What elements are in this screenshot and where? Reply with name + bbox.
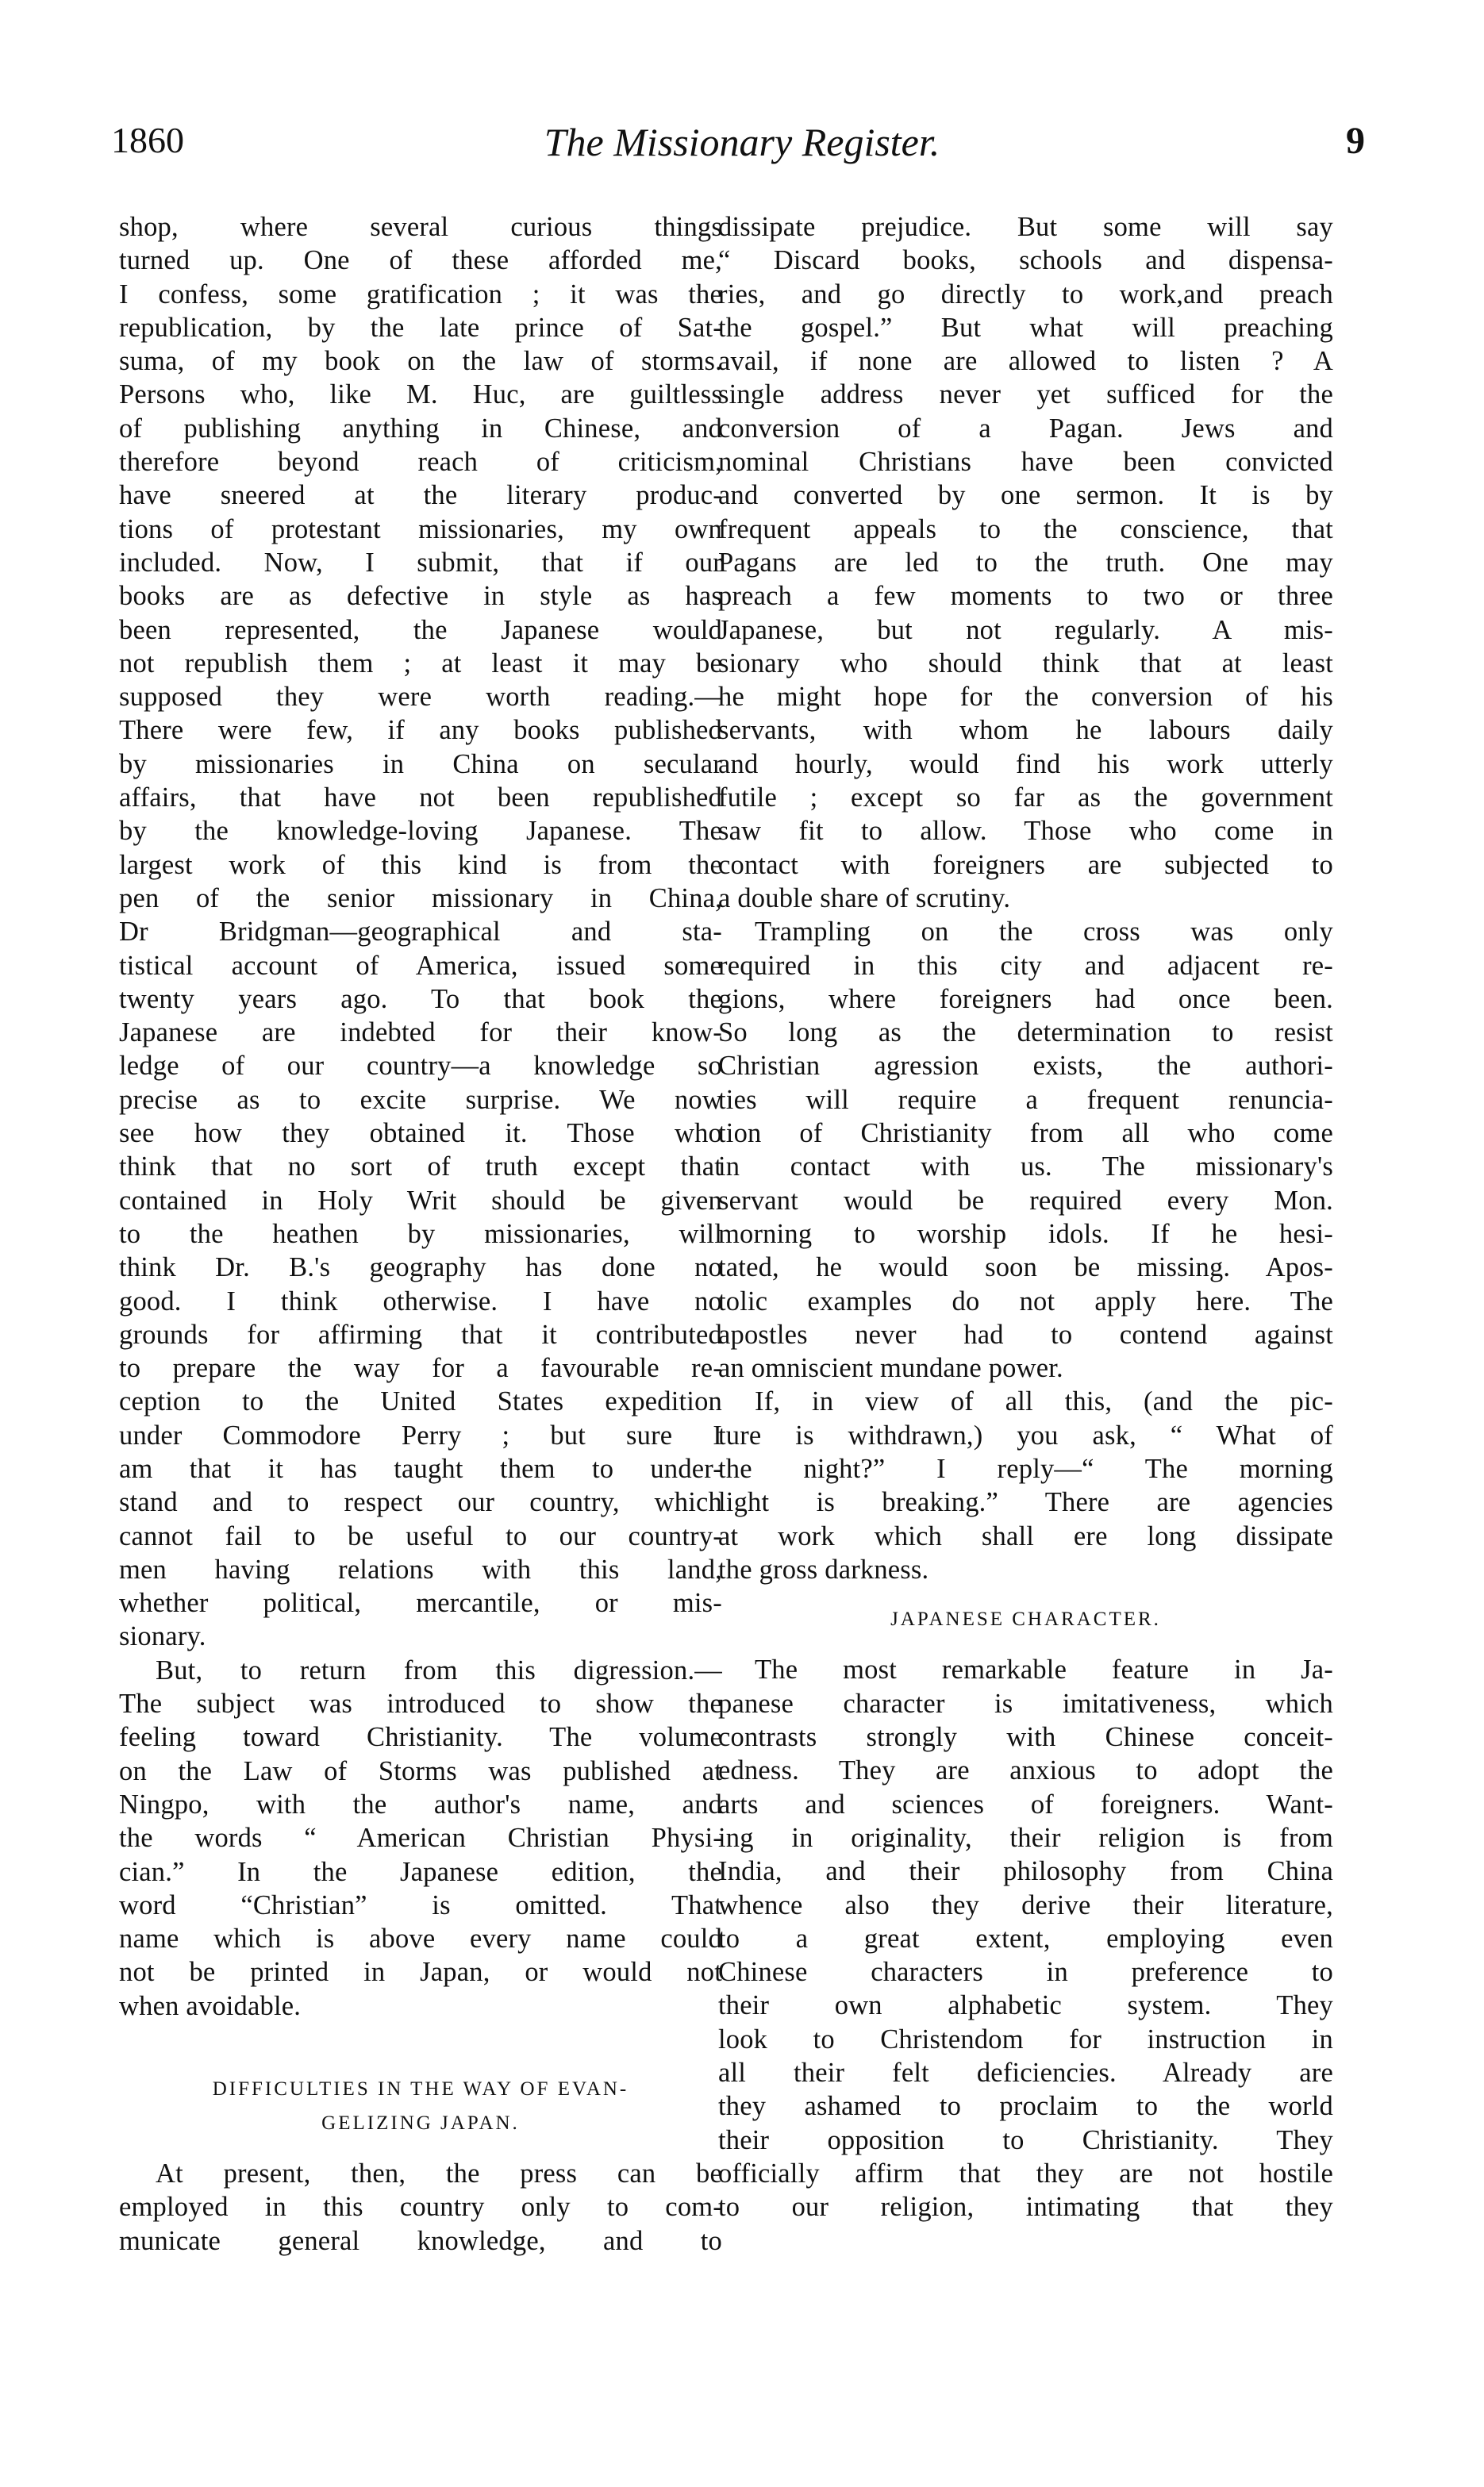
text-line: tistical account of America, issued some (119, 950, 722, 981)
text-line: gions, where foreigners had once been. (718, 983, 1333, 1014)
text-line: have sneered at the literary produc- (119, 480, 722, 511)
text-line: tions of protestant missionaries, my own (119, 513, 722, 544)
text-line: turned up. One of these afforded me, (119, 245, 722, 276)
text-line: preach a few moments to two or three (718, 581, 1333, 612)
text-line: panese character is imitativeness, which (718, 1688, 1333, 1719)
section-heading-difficulties-1: DIFFICULTIES IN THE WAY OF EVAN- (212, 2078, 629, 2101)
text-line: arts and sciences of foreigners. Want- (718, 1789, 1333, 1820)
text-line: frequent appeals to the conscience, that (718, 513, 1333, 544)
text-line: Japanese, but not regularly. A mis- (718, 614, 1333, 645)
text-line: ries, and go directly to work,and preach (718, 279, 1333, 309)
text-line: republication, by the late prince of Sat- (119, 312, 722, 343)
text-line: pen of the senior missionary in China, (119, 882, 722, 913)
text-line: whether political, mercantile, or mis- (119, 1588, 722, 1619)
text-line: nominal Christians have been convicted (718, 447, 1333, 478)
text-line: to our religion, intimating that they (718, 2192, 1333, 2223)
text-line: word “Christian” is omitted. That (119, 1889, 722, 1920)
text-line: think Dr. B.'s geography has done no (119, 1252, 722, 1283)
text-line: the gross darkness. (718, 1554, 929, 1585)
text-line: the words “ American Christian Physi- (119, 1823, 722, 1854)
text-line: ing in originality, their religion is from (718, 1822, 1333, 1853)
text-line: when avoidable. (119, 1990, 302, 2021)
text-line: Japanese are indebted for their know- (119, 1017, 722, 1048)
text-line: So long as the determination to resist (718, 1017, 1333, 1048)
right-column (718, 210, 1333, 2224)
text-line: on the Law of Storms was published at (119, 1755, 722, 1786)
text-line: India, and their philosophy from China (718, 1856, 1333, 1887)
text-line: feeling toward Christianity. The volume (119, 1722, 722, 1753)
text-line: under Commodore Perry ; but sure I (119, 1420, 722, 1451)
text-line: ties will require a frequent renuncia- (718, 1084, 1333, 1115)
text-line: dissipate prejudice. But some will say (718, 212, 1333, 242)
text-line: apostles never had to contend against (718, 1319, 1333, 1350)
text-line: at work which shall ere long dissipate (718, 1520, 1333, 1551)
text-line: men having relations with this land, (119, 1554, 722, 1585)
left-paragraph-1 (119, 210, 722, 1654)
running-header (87, 119, 1397, 183)
text-line: municate general knowledge, and to (119, 2225, 722, 2256)
text-line: and hourly, would find his work utterly (718, 748, 1333, 779)
text-line: all their felt deficiencies. Already are (718, 2058, 1333, 2089)
text-line: the gospel.” But what will preaching (718, 312, 1333, 343)
text-line: by missionaries in China on secular (119, 748, 722, 779)
text-line: Ningpo, with the author's name, and (119, 1789, 722, 1820)
text-line: Trampling on the cross was only (755, 917, 1333, 948)
text-line: whence also they derive their literature, (718, 1889, 1333, 1920)
text-line: Chinese characters in preference to (718, 1957, 1333, 1988)
text-line: cian.” In the Japanese edition, the (119, 1856, 722, 1887)
text-line: single address never yet sufficed for the (718, 379, 1333, 410)
text-line: he might hope for the conversion of his (718, 682, 1333, 713)
text-line: therefore beyond reach of criticism, (119, 447, 722, 478)
text-line: of publishing anything in Chinese, and (119, 413, 722, 444)
text-line: At present, then, the press can be (156, 2158, 722, 2189)
text-line: to a great extent, employing even (718, 1923, 1333, 1954)
left-column (119, 210, 722, 2258)
header-year: 1860 (111, 120, 184, 160)
text-line: included. Now, I submit, that if our (119, 547, 722, 578)
text-line: But, to return from this digression.— (156, 1655, 722, 1686)
text-line: tolic examples do not apply here. The (718, 1286, 1333, 1317)
text-line: morning to worship idols. If he hesi- (718, 1218, 1333, 1249)
text-line: am that it has taught them to under- (119, 1453, 722, 1484)
text-line: affairs, that have not been republished (119, 782, 722, 813)
text-line: stand and to respect our country, which (119, 1487, 722, 1518)
text-line: see how they obtained it. Those who (119, 1118, 722, 1149)
section-heading-difficulties-2: GELIZING JAPAN. (321, 2112, 520, 2134)
text-line: and converted by one sermon. It is by (718, 480, 1333, 511)
text-line: contact with foreigners are subjected to (718, 849, 1333, 880)
text-line: Christian agression exists, the authori- (718, 1051, 1333, 1082)
section-gap-half (718, 1586, 1333, 1603)
text-line: to prepare the way for a favourable re- (119, 1353, 722, 1384)
section-gap-half (718, 1636, 1333, 1653)
text-line: Pagans are led to the truth. One may (718, 547, 1333, 578)
text-line: servants, with whom he labours daily (718, 715, 1333, 746)
text-line: suma, of my book on the law of storms. (119, 346, 722, 377)
section-heading-japanese-character: JAPANESE CHARACTER. (890, 1609, 1161, 1631)
text-line: an omniscient mundane power. (718, 1353, 1063, 1384)
text-line: cannot fail to be useful to our country- (119, 1520, 722, 1551)
text-line: the night?” I reply—“ The morning (718, 1453, 1333, 1484)
text-line: a double share of scrutiny. (718, 882, 1011, 913)
text-line: Dr Bridgman—geographical and sta- (119, 917, 722, 948)
left-paragraph-2 (119, 1654, 722, 2023)
text-line: shop, where several curious things (119, 212, 722, 242)
text-line: If, in view of all this, (and the pic- (755, 1386, 1333, 1417)
text-line: contrasts strongly with Chinese conceit- (718, 1722, 1333, 1753)
text-line: in contact with us. The missionary's (718, 1151, 1333, 1182)
text-line: contained in Holy Writ should be given (119, 1185, 722, 1216)
text-line: been represented, the Japanese would (119, 614, 722, 645)
text-line: their opposition to Christianity. They (718, 2124, 1333, 2155)
text-line: by the knowledge-loving Japanese. The (119, 816, 722, 847)
text-line: name which is above every name could (119, 1924, 722, 1955)
section-gap (119, 2023, 722, 2056)
text-line: their own alphabetic system. They (718, 1990, 1333, 2021)
text-line: There were few, if any books published (119, 715, 722, 746)
text-line: The subject was introduced to show the (119, 1689, 722, 1720)
section-gap-half (119, 2140, 722, 2157)
page-number: 9 (1346, 120, 1365, 162)
text-line: sionary who should think that at least (718, 648, 1333, 678)
text-line: tated, he would soon be missing. Apos- (718, 1252, 1333, 1283)
text-line: to the heathen by missionaries, will (119, 1218, 722, 1249)
text-line: avail, if none are allowed to listen ? A (718, 346, 1333, 377)
text-line: saw fit to allow. Those who come in (718, 816, 1333, 847)
text-line: employed in this country only to com- (119, 2192, 722, 2223)
text-line: sionary. (119, 1621, 206, 1652)
text-line: ception to the United States expedition (119, 1386, 722, 1417)
right-paragraph-1 (718, 210, 1333, 915)
text-line: think that no sort of truth except that (119, 1151, 722, 1182)
text-line: ledge of our country—a knowledge so (119, 1051, 722, 1082)
text-line: not republish them ; at least it may be (119, 648, 722, 678)
text-line: twenty years ago. To that book the (119, 983, 722, 1014)
text-line: futile ; except so far as the government (718, 782, 1333, 813)
right-paragraph-3 (718, 1385, 1333, 1586)
left-paragraph-3 (119, 2157, 722, 2258)
text-line: not be printed in Japan, or would not (119, 1957, 722, 1988)
text-line: Persons who, like M. Huc, are guiltless (119, 379, 722, 410)
text-line: look to Christendom for instruction in (718, 2024, 1333, 2055)
text-line: light is breaking.” There are agencies (718, 1487, 1333, 1518)
text-line: “ Discard books, schools and dispensa- (718, 245, 1333, 276)
text-line: precise as to excite surprise. We now (119, 1084, 722, 1115)
text-line: servant would be required every Mon. (718, 1185, 1333, 1216)
right-paragraph-2 (718, 915, 1333, 1385)
text-line: they ashamed to proclaim to the world (718, 2091, 1333, 2122)
text-line: ture is withdrawn,) you ask, “ What of (718, 1420, 1333, 1451)
section-gap-half (119, 2056, 722, 2073)
text-line: conversion of a Pagan. Jews and (718, 413, 1333, 444)
text-line: grounds for affirming that it contributed (119, 1319, 722, 1350)
text-line: good. I think otherwise. I have no (119, 1286, 722, 1317)
text-line: largest work of this kind is from the (119, 849, 722, 880)
text-line: The most remarkable feature in Ja- (755, 1655, 1333, 1686)
text-line: required in this city and adjacent re- (718, 950, 1333, 981)
text-line: edness. They are anxious to adopt the (718, 1755, 1333, 1786)
text-line: officially affirm that they are not hostile (718, 2158, 1333, 2189)
text-line: supposed they were worth reading.— (119, 682, 722, 713)
text-line: I confess, some gratification ; it was the (119, 279, 722, 309)
header-title: The Missionary Register. (544, 120, 940, 164)
text-line: tion of Christianity from all who come (718, 1118, 1333, 1149)
text-line: books are as defective in style as has (119, 581, 722, 612)
right-paragraph-4 (718, 1653, 1333, 2224)
